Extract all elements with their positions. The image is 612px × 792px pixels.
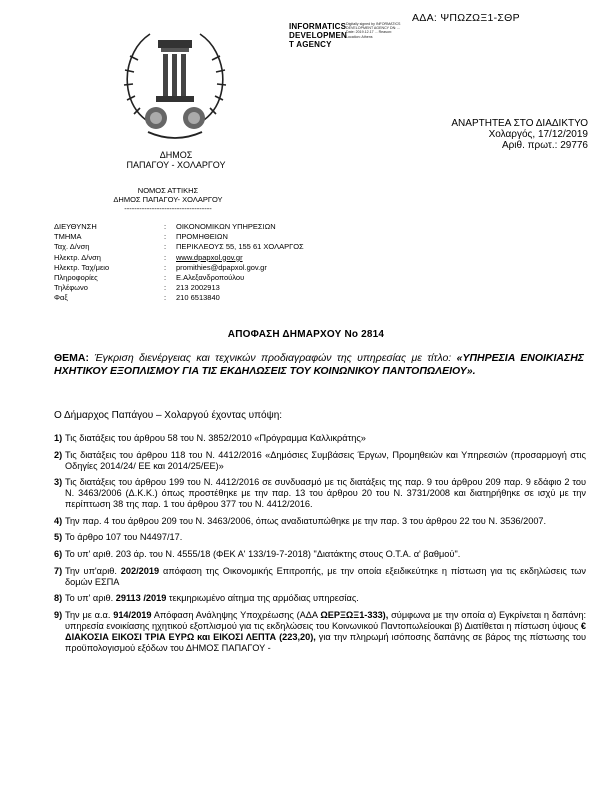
list-item-number: 8) bbox=[54, 593, 63, 604]
list-item bbox=[54, 433, 586, 444]
list-item bbox=[54, 566, 586, 588]
stamp-line: T AGENCY bbox=[289, 40, 332, 49]
website-link[interactable]: www.dpapxol.gov.gr bbox=[176, 252, 243, 262]
divider: ----------------------------------- bbox=[124, 204, 212, 213]
list-item bbox=[54, 532, 586, 543]
considering-line: Ο Δήμαρχος Παπάγου – Χολαργού έχοντας υπόψη: bbox=[54, 410, 283, 421]
municipality-name bbox=[114, 150, 238, 170]
info-row bbox=[54, 293, 304, 303]
list-item-text-part: 202/2019 bbox=[120, 565, 160, 576]
list-item-text-part: ΩΕΡΞΩΞ1-333), bbox=[320, 609, 392, 620]
subject-text: Έγκριση διενέργειας και τεχνικών προδιαγραφών της υπηρεσίας με τίτλο: bbox=[89, 352, 452, 364]
list-item-text bbox=[65, 593, 586, 604]
info-row bbox=[54, 273, 304, 283]
list-item bbox=[54, 477, 586, 510]
prefecture: ΝΟΜΟΣ ΑΤΤΙΚΗΣ bbox=[137, 186, 199, 195]
info-label: Τηλέφωνο bbox=[54, 283, 88, 293]
list-item-text bbox=[65, 433, 586, 444]
info-label: Ηλεκτρ. Ταχ/μειο bbox=[54, 262, 110, 272]
list-item-number: 3) bbox=[54, 477, 63, 488]
municipality: ΔΗΜΟΣ ΠΑΠΑΓΟΥ- ΧΟΛΑΡΓΟΥ bbox=[113, 195, 223, 204]
info-label: ΔΙΕΥΘΥΝΣΗ bbox=[54, 222, 97, 231]
info-value: ΠΡΟΜΗΘΕΙΩΝ bbox=[176, 232, 228, 242]
info-sep: : bbox=[164, 222, 167, 231]
decision-title: ΑΠΟΦΑΣΗ ΔΗΜΑΡΧΟΥ Νο 2814 bbox=[227, 329, 385, 340]
stamp-line: INFORMATICS bbox=[289, 22, 347, 31]
info-sep: : bbox=[164, 252, 167, 262]
list-item-text-part: € ΔΙΑΚΟΣΙΑ ΕΙΚΟΣΙ ΤΡΙΑ ΕΥΡΩ και ΕΙΚΟΣΙ ΛΕΠΤΑ (223,20), bbox=[65, 620, 586, 642]
list-item-number: 9) bbox=[54, 609, 63, 620]
list-item-text bbox=[65, 549, 586, 560]
list-item-text-part: Τις διατάξεις του άρθρου 199 του Ν. 4412/2016 σε συνδυασμό με τις διατάξεις της παρ. 9 του άρθρου 209 παρ. 9 εδάφιο 2 του Ν. 3463/2006 (Δ.Κ.Κ.) όπως προστέθηκε με την παρ. 13 του άρθρου 20 του Ν. 3731/2008 και διατηρήθηκε σε ισχύ με την περίπτωση 38 της παρ. 1 του άρθρου 377 του Ν. 4412/2016. bbox=[65, 477, 586, 510]
info-row bbox=[54, 242, 304, 252]
info-row bbox=[54, 222, 304, 232]
info-sep: : bbox=[164, 273, 167, 283]
info-sep: : bbox=[164, 232, 167, 242]
info-label: Πληροφορίες bbox=[54, 273, 98, 283]
list-item-text-part: Το υπ' αριθ. bbox=[65, 593, 116, 604]
info-row bbox=[54, 263, 304, 273]
region-header bbox=[92, 186, 244, 213]
info-value: 213 2002913 bbox=[176, 283, 220, 293]
info-label: Ταχ. Δ/νση bbox=[54, 242, 90, 252]
publish-date: Χολαργός, 17/12/2019 bbox=[488, 129, 588, 140]
list-item bbox=[54, 610, 586, 654]
list-item-text bbox=[65, 610, 586, 654]
info-sep: : bbox=[164, 293, 167, 303]
list-item-text-part: Απόφαση Ανάληψης Υποχρέωσης (ΑΔΑ bbox=[151, 609, 321, 620]
info-value: ΠΕΡΙΚΛΕΟΥΣ 55, 155 61 ΧΟΛΑΡΓΟΣ bbox=[176, 242, 304, 252]
info-sep: : bbox=[164, 262, 167, 272]
publish-notice: ΑΝΑΡΤΗΤΕΑ ΣΤΟ ΔΙΑΔΙΚΤΥΟ bbox=[451, 118, 588, 129]
subject-paragraph bbox=[54, 352, 584, 378]
list-item-text-part: Το άρθρο 107 του Ν4497/17. bbox=[65, 532, 183, 543]
info-sep: : bbox=[164, 283, 167, 293]
info-label: Φαξ bbox=[54, 293, 68, 303]
protocol-number: Αριθ. πρωτ.: 29776 bbox=[501, 140, 588, 151]
list-item-text-part: Τις διατάξεις του άρθρου 118 του Ν. 4412/2016 «Δημόσιες Συμβάσεις Έργων, Προμηθειών και Υπηρεσιών (προσαρμογή στις Οδηγίες 2014/24/ ΕΕ και 2014/25/ΕΕ)» bbox=[65, 449, 586, 471]
list-item-text-part: απόφαση της Οικονομικής Επιτροπής, με την οποία εξειδικεύτηκε η πίστωση για τις εκδηλώσεις των δομών ΕΣΠΑ bbox=[65, 565, 586, 587]
list-item bbox=[54, 549, 586, 560]
list-item-number: 2) bbox=[54, 449, 63, 460]
list-item-text-part: Την παρ. 4 του άρθρου 209 του Ν. 3463/2006, όπως αναδιατυπώθηκε με την παρ. 3 του άρθρου 22 του Ν. 3536/2007. bbox=[65, 515, 547, 526]
list-item-text-part: 29113 /2019 bbox=[115, 593, 167, 604]
list-item-text bbox=[65, 477, 586, 510]
list-item-text-part: Την με α.α. bbox=[65, 609, 114, 620]
info-row bbox=[54, 253, 304, 263]
list-item-number: 5) bbox=[54, 532, 63, 543]
list-item-text-part: Το υπ' αριθ. 203 άρ. του Ν. 4555/18 (ΦΕΚ Α' 133/19-7-2018) "Διατάκτης στους Ο.Τ.Α. α' βαθμού". bbox=[65, 548, 461, 559]
info-label: ΤΜΗΜΑ bbox=[54, 232, 82, 242]
municipality-name-text: ΔΗΜΟΣ ΠΑΠΑΓΟΥ - ΧΟΛΑΡΓΟΥ bbox=[126, 150, 226, 170]
list-item bbox=[54, 450, 586, 472]
info-row bbox=[54, 283, 304, 293]
subject-lead: ΘΕΜΑ: bbox=[54, 352, 89, 364]
stamp-fine-print: Digitally signed by INFORMATICS DEVELOPMENT AGENCY DN: ... Date: 2019.12.17 ... Reason: Location: Athens bbox=[346, 22, 401, 39]
list-item-text-part: τεκμηριωμένο αίτημα της αρμόδιας υπηρεσίας. bbox=[166, 593, 359, 604]
list-item-text bbox=[65, 532, 586, 543]
list-item-text bbox=[65, 450, 586, 472]
municipality-emblem-icon bbox=[116, 20, 234, 166]
list-item-number: 6) bbox=[54, 548, 63, 559]
list-item-number: 7) bbox=[54, 565, 63, 576]
list-item bbox=[54, 593, 586, 604]
publication-block bbox=[451, 118, 588, 151]
list-item-text-part: Την υπ'αριθ. bbox=[65, 565, 121, 576]
signature-stamp bbox=[289, 22, 347, 49]
list-item-number: 4) bbox=[54, 515, 63, 526]
list-item-text bbox=[65, 516, 586, 527]
subject-title: «ΥΠΗΡΕΣΙΑ ΕΝΟΙΚΙΑΣΗΣ ΗΧΗΤΙΚΟΥ ΕΞΟΠΛΙΣΜΟΥ ΓΙΑ ΤΙΣ ΕΚΔΗΛΩΣΕΙΣ ΤΟΥ ΚΟΙΝΩΝΙΚΟΥ ΠΑΝΤΟΠΩΛΕΙΟΥ». bbox=[54, 352, 584, 377]
list-item bbox=[54, 516, 586, 527]
info-label: Ηλεκτρ. Δ/νση bbox=[54, 252, 101, 262]
considerations-list bbox=[54, 433, 586, 659]
stamp-line: DEVELOPMEN bbox=[289, 31, 348, 40]
ada-code: ΑΔΑ: ΨΠΩΖΩΞ1-ΣΘΡ bbox=[412, 12, 520, 24]
info-value: Ε.Αλεξανδροπούλου bbox=[176, 273, 245, 283]
info-row bbox=[54, 232, 304, 242]
info-value: ΟΙΚΟΝΟΜΙΚΩΝ ΥΠΗΡΕΣΙΩΝ bbox=[176, 222, 276, 231]
list-item-number: 1) bbox=[54, 433, 63, 443]
list-item-text-part: σύμφωνα με την οποία α) Εγκρίνεται η δαπάνη: υπηρεσία ενοικίασης ηχητικού εξοπλισμού για τις εκδηλώσεις του Κοινωνικού Παντοπωλείουκαι β) Διατίθεται η πίστωση ύψους bbox=[65, 609, 587, 631]
list-item-text-part: για την πληρωμή ισόποσης δαπάνης σε βάρος της πίστωσης του προϋπολογισμού εξόδων του ΔΗΜΟΣ ΠΑΠΑΓΟΥ - bbox=[65, 631, 586, 653]
list-item-text bbox=[65, 566, 586, 588]
contact-info bbox=[54, 222, 304, 304]
email-value[interactable]: promithies@dpapxol.gov.gr bbox=[176, 262, 267, 272]
list-item-text-part: 914/2019 bbox=[113, 609, 152, 620]
list-item-text-part: Τις διατάξεις του άρθρου 58 του Ν. 3852/2010 «Πρόγραμμα Καλλικράτης» bbox=[65, 433, 366, 443]
info-sep: : bbox=[164, 242, 167, 252]
info-value: 210 6513840 bbox=[176, 293, 220, 303]
